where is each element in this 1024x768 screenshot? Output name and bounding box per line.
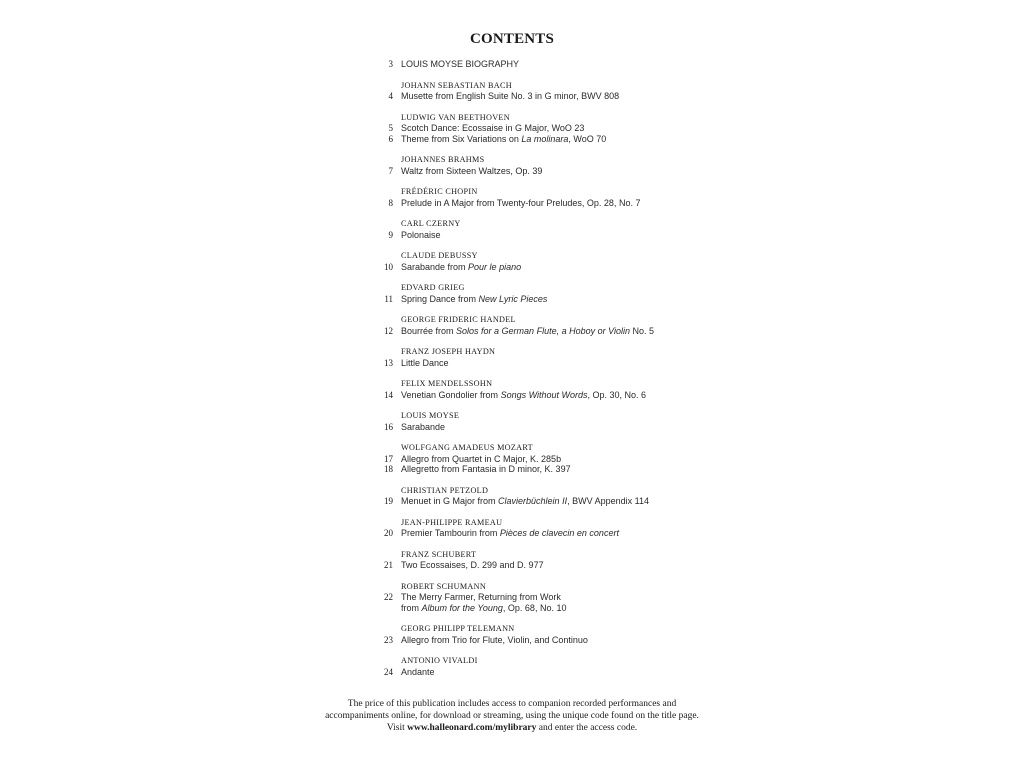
piece-title	[393, 262, 521, 273]
piece-title-text: Little Dance	[401, 357, 449, 368]
composer-name: FELIX MENDELSSOHN	[401, 379, 493, 388]
toc-group	[371, 656, 851, 677]
piece-title-text: , BWV Appendix 114	[567, 496, 649, 506]
piece-title-text: No. 5	[629, 325, 654, 336]
page-number: 19	[384, 496, 393, 506]
piece-title	[393, 496, 649, 507]
composer-name: LOUIS MOYSE	[401, 411, 460, 420]
toc-group	[371, 81, 851, 102]
page-number	[371, 603, 393, 614]
footer-line-3	[0, 722, 1024, 734]
page-number: 12	[384, 325, 393, 336]
piece-title	[393, 464, 571, 475]
table-of-contents	[371, 59, 851, 688]
toc-group	[371, 251, 851, 272]
piece-title-text: Venetian Gondolier from	[401, 389, 501, 400]
piece-title-text: Premier Tambourin from	[401, 528, 500, 538]
composer-name: EDVARD GRIEG	[401, 283, 465, 292]
toc-group	[371, 411, 851, 432]
toc-group	[371, 379, 851, 400]
piece-title-text: Scotch Dance: Ecossaise in G Major, WoO 23	[401, 123, 585, 133]
toc-entry[interactable]	[371, 635, 851, 646]
toc-group	[371, 155, 851, 176]
piece-title-text: Sarabande from	[401, 261, 469, 272]
toc-entry[interactable]	[371, 603, 851, 614]
toc-entry[interactable]	[371, 454, 851, 465]
toc-group	[371, 550, 851, 571]
piece-title-italic: La molinara	[521, 133, 569, 144]
piece-title-text: Two Ecossaises, D. 299 and D. 977	[401, 560, 544, 570]
piece-title	[393, 326, 654, 337]
toc-entry[interactable]	[371, 326, 851, 337]
composer-name: ROBERT SCHUMANN	[401, 581, 487, 591]
piece-title	[393, 91, 619, 102]
footer-note	[0, 698, 1024, 734]
toc-entry[interactable]	[371, 560, 851, 571]
composer-name: CHRISTIAN PETZOLD	[401, 485, 489, 495]
piece-title-text: The Merry Farmer, Returning from Work	[401, 592, 561, 602]
toc-entry[interactable]	[371, 496, 851, 507]
composer-name: WOLFGANG AMADEUS MOZART	[401, 443, 533, 452]
composer-name: GEORG PHILIPP TELEMANN	[401, 624, 515, 633]
piece-title-text: Menuet in G Major from	[401, 496, 499, 506]
page-number: 5	[388, 123, 393, 133]
toc-entry[interactable]	[371, 464, 851, 475]
piece-title-italic: Clavierbüchlein II	[498, 496, 568, 506]
toc-group	[371, 347, 851, 368]
toc-entry[interactable]	[371, 91, 851, 102]
piece-title-text: Waltz from Sixteen Waltzes, Op. 39	[401, 165, 543, 176]
footer-line-1: The price of this publication includes access to companion recorded performances and	[347, 699, 677, 709]
composer-name: JOHANN SEBASTIAN BACH	[401, 80, 512, 90]
piece-title-text: Allegro from Quartet in C Major, K. 285b	[401, 453, 562, 464]
page-number: 18	[384, 464, 393, 474]
composer-name: FRANZ JOSEPH HAYDN	[401, 347, 496, 356]
toc-entry[interactable]	[371, 262, 851, 273]
page-number: 22	[384, 592, 393, 602]
mylibrary-link[interactable]: www.halleonard.com/mylibrary	[407, 723, 537, 733]
toc-group	[371, 59, 851, 70]
toc-group	[371, 624, 851, 645]
page-number: 7	[388, 165, 393, 176]
composer-name: JEAN-PHILIPPE RAMEAU	[401, 517, 503, 527]
toc-group	[371, 582, 851, 614]
toc-entry[interactable]	[371, 230, 851, 241]
piece-title	[393, 230, 441, 241]
page-number: 6	[388, 133, 393, 144]
piece-title-text: Andante	[401, 666, 435, 677]
piece-title	[393, 592, 561, 603]
toc-entry[interactable]	[371, 390, 851, 401]
page-number: 10	[384, 261, 393, 272]
composer-name: FRANZ SCHUBERT	[401, 549, 477, 559]
piece-title-text: Polonaise	[401, 229, 441, 240]
page-title: CONTENTS	[469, 31, 555, 47]
footer-visit-text: Visit	[386, 723, 408, 733]
page-number: 11	[384, 293, 393, 304]
piece-title-text: , Op. 68, No. 10	[502, 602, 567, 613]
footer-access-text: and enter the access code.	[536, 723, 638, 733]
page-number: 3	[388, 59, 393, 69]
composer-name: CARL CZERNY	[401, 219, 461, 228]
piece-title-text: LOUIS MOYSE BIOGRAPHY	[401, 59, 520, 69]
piece-title	[393, 134, 606, 145]
composer-name: JOHANNES BRAHMS	[401, 155, 485, 164]
piece-title-text: Prelude in A Major from Twenty-four Preludes, Op. 28, No. 7	[401, 197, 641, 208]
toc-group	[371, 283, 851, 304]
toc-group	[371, 486, 851, 507]
composer-name: ANTONIO VIVALDI	[401, 656, 478, 665]
toc-group	[371, 315, 851, 336]
piece-title-text: Spring Dance from	[401, 293, 479, 304]
composer-name: CLAUDE DEBUSSY	[401, 251, 478, 260]
toc-entry[interactable]	[371, 123, 851, 134]
piece-title-text: Musette from English Suite No. 3 in G minor, BWV 808	[401, 91, 620, 101]
piece-title	[393, 454, 561, 465]
page-number: 14	[384, 389, 393, 400]
page-number: 9	[388, 229, 393, 240]
piece-title-text: Bourrée from	[401, 325, 457, 336]
toc-entry[interactable]	[371, 592, 851, 603]
piece-title-text: Sarabande	[401, 421, 446, 432]
piece-title	[393, 667, 435, 678]
toc-group	[371, 443, 851, 475]
piece-title	[393, 422, 445, 433]
piece-title	[393, 198, 640, 209]
piece-title-italic: Songs Without Words	[500, 389, 588, 400]
page-number: 8	[388, 197, 393, 208]
piece-title	[393, 635, 588, 646]
toc-entry[interactable]	[371, 294, 851, 305]
piece-title	[393, 59, 519, 70]
toc-entry[interactable]	[371, 59, 851, 70]
piece-title-italic: Pièces de clavecin en concert	[499, 528, 619, 538]
piece-title-text: from	[401, 602, 422, 613]
composer-name: LUDWIG VAN BEETHOVEN	[401, 112, 510, 122]
piece-title-text: Allegretto from Fantasia in D minor, K. 397	[401, 464, 571, 474]
toc-entry[interactable]	[371, 528, 851, 539]
piece-title	[393, 560, 544, 571]
piece-title-text: Allegro from Trio for Flute, Violin, and Continuo	[401, 634, 588, 645]
piece-title	[393, 603, 566, 614]
page-number: 17	[384, 453, 393, 464]
piece-title-italic: New Lyric Pieces	[478, 293, 548, 304]
piece-title	[393, 390, 646, 401]
page-number: 21	[384, 560, 393, 570]
toc-entry[interactable]	[371, 198, 851, 209]
piece-title-italic: Solos for a German Flute, a Hoboy or Violin	[456, 325, 630, 336]
page-number: 4	[388, 91, 393, 101]
toc-entry[interactable]	[371, 134, 851, 145]
piece-title-text: , Op. 30, No. 6	[587, 389, 647, 400]
piece-title-italic: Pour le piano	[468, 261, 522, 272]
page-number: 20	[384, 528, 393, 538]
toc-entry[interactable]	[371, 166, 851, 177]
page-number: 13	[384, 357, 393, 368]
toc-group	[371, 113, 851, 145]
piece-title	[393, 123, 584, 134]
composer-name: FRÉDÉRIC CHOPIN	[401, 187, 478, 196]
toc-group	[371, 518, 851, 539]
piece-title-text: , WoO 70	[568, 133, 607, 144]
piece-title	[393, 528, 619, 539]
toc-group	[371, 219, 851, 240]
piece-title-text: Theme from Six Variations on	[401, 133, 522, 144]
piece-title-italic: Album for the Young	[421, 602, 503, 613]
piece-title	[393, 294, 547, 305]
toc-entry[interactable]	[371, 667, 851, 678]
page-number: 24	[384, 666, 393, 677]
toc-group	[371, 187, 851, 208]
toc-entry[interactable]	[371, 358, 851, 369]
piece-title	[393, 358, 449, 369]
page-number: 23	[384, 634, 393, 645]
page-number: 16	[384, 421, 393, 432]
piece-title	[393, 166, 542, 177]
toc-entry[interactable]	[371, 422, 851, 433]
composer-name: GEORGE FRIDERIC HANDEL	[401, 315, 516, 324]
footer-line-2: accompaniments online, for download or streaming, using the unique code found on the title page.	[325, 711, 699, 721]
